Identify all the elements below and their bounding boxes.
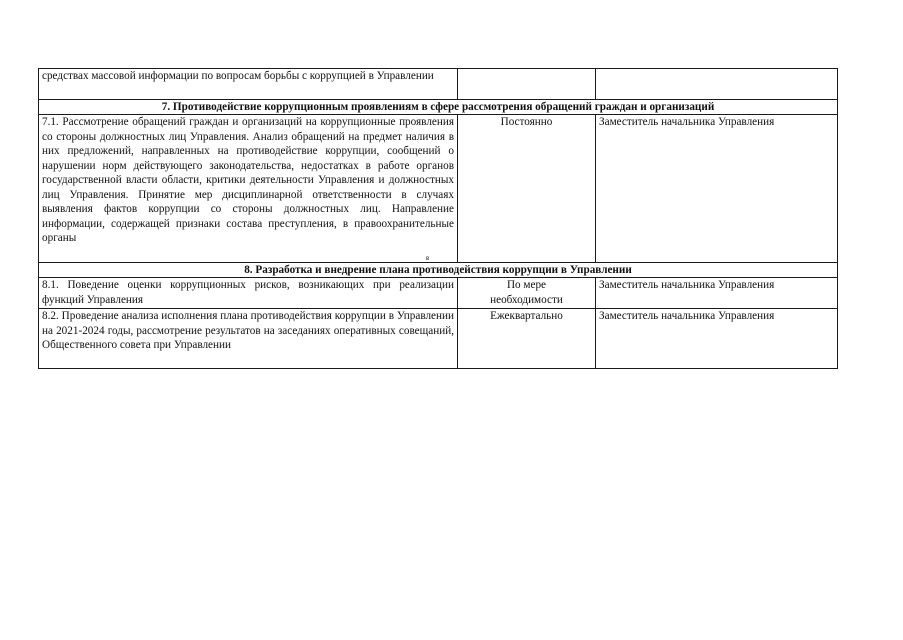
section-heading: 7. Противодействие коррупционным проявлениям в сфере рассмотрения обращений граждан и организаций	[161, 101, 715, 113]
term-cell	[458, 278, 596, 309]
section-heading-cell	[39, 100, 838, 115]
responsible-cell	[596, 309, 838, 369]
measure-responsible: Заместитель начальника Управления	[599, 116, 775, 128]
responsible-cell	[596, 69, 838, 100]
section-row	[39, 100, 838, 115]
term-cell	[458, 309, 596, 369]
term-cell	[458, 69, 596, 100]
table-row	[39, 115, 838, 263]
table-row	[39, 309, 838, 369]
measure-term: По мере необходимости	[490, 279, 563, 306]
measure-description-cell	[39, 309, 458, 369]
table-row	[39, 69, 838, 100]
measure-responsible: Заместитель начальника Управления	[599, 279, 775, 291]
section-heading: 8. Разработка и внедрение плана противодействия коррупции в Управлении	[244, 264, 632, 276]
term-cell	[458, 115, 596, 263]
measure-description: средствах массовой информации по вопросам борьбы с коррупцией в Управлении	[42, 70, 434, 82]
section-row	[39, 263, 838, 278]
measure-description: 7.1. Рассмотрение обращений граждан и организаций на коррупционные проявления со стороны должностных лиц Управления. Анализ обращений на предмет наличия в них предложений, направленных на противодействие коррупции, сообщений о нарушении норм действующего законодательства, недостатках в работе органов государственной власти области, критики деятельности Управления и должностных лиц Управления. Принятие мер дисциплинарной ответственности в случаях выявления фактов коррупции со стороны должностных лиц. Направление информации, содержащей признаки состава преступления, в правоохранительные органы	[42, 116, 454, 244]
measure-description: 8.1. Поведение оценки коррупционных рисков, возникающих при реализации функций Управления	[42, 279, 454, 306]
measure-term: Ежеквартально	[490, 310, 563, 322]
action-plan-table	[38, 68, 838, 369]
measure-description-cell	[39, 278, 458, 309]
measure-description-cell	[39, 69, 458, 100]
measure-responsible: Заместитель начальника Управления	[599, 310, 775, 322]
table-row	[39, 278, 838, 309]
measure-term: Постоянно	[500, 116, 553, 128]
responsible-cell	[596, 115, 838, 263]
measure-description-cell	[39, 115, 458, 263]
stray-mark: в	[426, 256, 430, 262]
section-heading-cell	[39, 263, 838, 278]
responsible-cell	[596, 278, 838, 309]
measure-description: 8.2. Проведение анализа исполнения плана противодействия коррупции в Управлении на 2021-2024 годы, рассмотрение результатов на заседаниях оперативных совещаний, Общественного совета при Управлении	[42, 310, 454, 351]
